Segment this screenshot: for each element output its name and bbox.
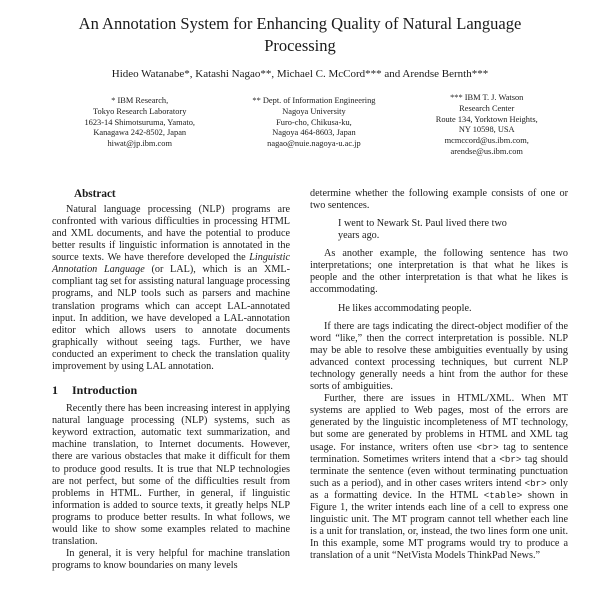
paragraph-tags-hint: If there are tags indicating the direct-object modifier of the word “like,” then the correct interpretation is possible. NLP may be able to resolve these ambiguities eventually by using advanced context processing techniques, but current NLP technology generally needs a hint from the author for these sorts of ambiguities. [310,320,568,393]
affiliations-row [0,93,600,158]
column-right [310,188,568,563]
section-title: Introduction [72,383,138,398]
authors-line: Hideo Watanabe*, Katashi Nagao**, Michael C. McCord*** and Arendse Bernth*** [111,68,489,80]
email-text: arendse@us.ibm.com [450,146,523,156]
affiliation-line: NY 10598, USA [458,125,515,135]
column-left [52,188,290,573]
affiliation-line: Nagoya 464-8603, Japan [272,128,356,138]
affiliation-line: Furo-cho, Chikusa-ku, [276,117,352,127]
affiliation-line: Kanagawa 242-8502, Japan [93,128,187,138]
affiliation-line: ** Dept. of Information Engineering [252,96,376,105]
affiliation-line: Nagoya University [282,106,346,116]
continuation-paragraph: determine whether the following example consists of one or two sentences. [310,187,568,211]
email-text: nagao@nuie.nagoya-u.ac.jp [267,139,361,149]
paragraph-interpretations: As another example, the following sentence has two interpretations; one interpretation is that what he likes is people and the other interpretation is that what he likes is accommodating. [310,248,568,296]
intro-paragraph-1: Recently there has been increasing interest in applying natural language processing (NLP) systems, such as keyword extraction, automatic text summarization, and machine translation, to Internet documents. However, there are various obstacles that make it difficult for them to produce good results. It is true that NLP technologies are not perfect, but some of the difficulties result from problems in HTML. Further, in general, if linguistic information is added to source texts, it greatly helps NLP programs to produce better results. In what follows, we would like to show some examples related to machine translation. [52,403,290,548]
abstract-heading: Abstract [74,187,116,200]
affiliation-block-3 [403,93,570,158]
section-number: 1 [52,383,58,398]
affiliation-line: Route 134, Yorktown Heights, [435,114,538,124]
affiliation-line: *** IBM T. J. Watson [450,93,524,102]
paragraph-html-xml-issues: Further, there are issues in HTML/XML. When MT systems are applied to Web pages, most of the errors are generated by the linguistic incompleteness of MT technology, but some are generated by problems in HTML and XML tag usage. For instance, writers often use <br> tag to sentence termination. Sometimes writers intend that a <br> tag should terminate the sentence (even without terminating punctuation such as a period), and in other cases writers intend <br> only as a formatting device. In the HTML <table> shown in Figure 1, the writer intends each line of a cell to express one linguistic unit. The MT program cannot tell whether each line is a unit for translation, or, instead, the two lines form one unit. In this example, some MT programs would try to produce a translation of a unit “NetVista Models ThinkPad News.” [310,393,569,562]
example-quote-1: I went to Newark St. Paul lived there two years ago. [338,217,507,242]
affiliation-line: 1623-14 Shimotsuruma, Yamato, [84,117,195,127]
section-1-heading [52,383,290,398]
affiliation-line: Research Center [459,103,515,113]
abstract-paragraph: Natural language processing (NLP) programs are confronted with various difficulties in processing HTML and XML documents, and have the potential to produce better results if linguistic information is annotated in the source texts. We have therefore developed the Linguistic Annotation Language (or LAL), which is an XML-compliant tag set for assisting natural language processing programs, and NLP tools such as parsers and machine translation programs which can accept LAL-annotated input. In addition, we have developed a LAL-annotation editor which allows users to annotate documents graphically without seeing tags. Further, we have conducted an experiment to check the translation quality improvement by using LAL annotation. [52,203,290,372]
page-title: An Annotation System for Enhancing Quality of Natural Language Processing [78,14,522,55]
example-quote-2: He likes accommodating people. [338,302,472,314]
body-columns [0,188,600,573]
email-text: hiwat@jp.ibm.com [107,139,172,149]
paper-page [0,13,600,600]
affiliation-line: * IBM Research, [111,96,169,105]
intro-paragraph-2: In general, it is very helpful for machine translation programs to know boundaries on many levels [52,548,290,572]
email-text: mcmccord@us.ibm.com, [444,136,529,146]
affiliation-block-1 [55,96,224,150]
affiliation-block-2 [224,96,403,150]
affiliation-line: Tokyo Research Laboratory [93,106,187,116]
